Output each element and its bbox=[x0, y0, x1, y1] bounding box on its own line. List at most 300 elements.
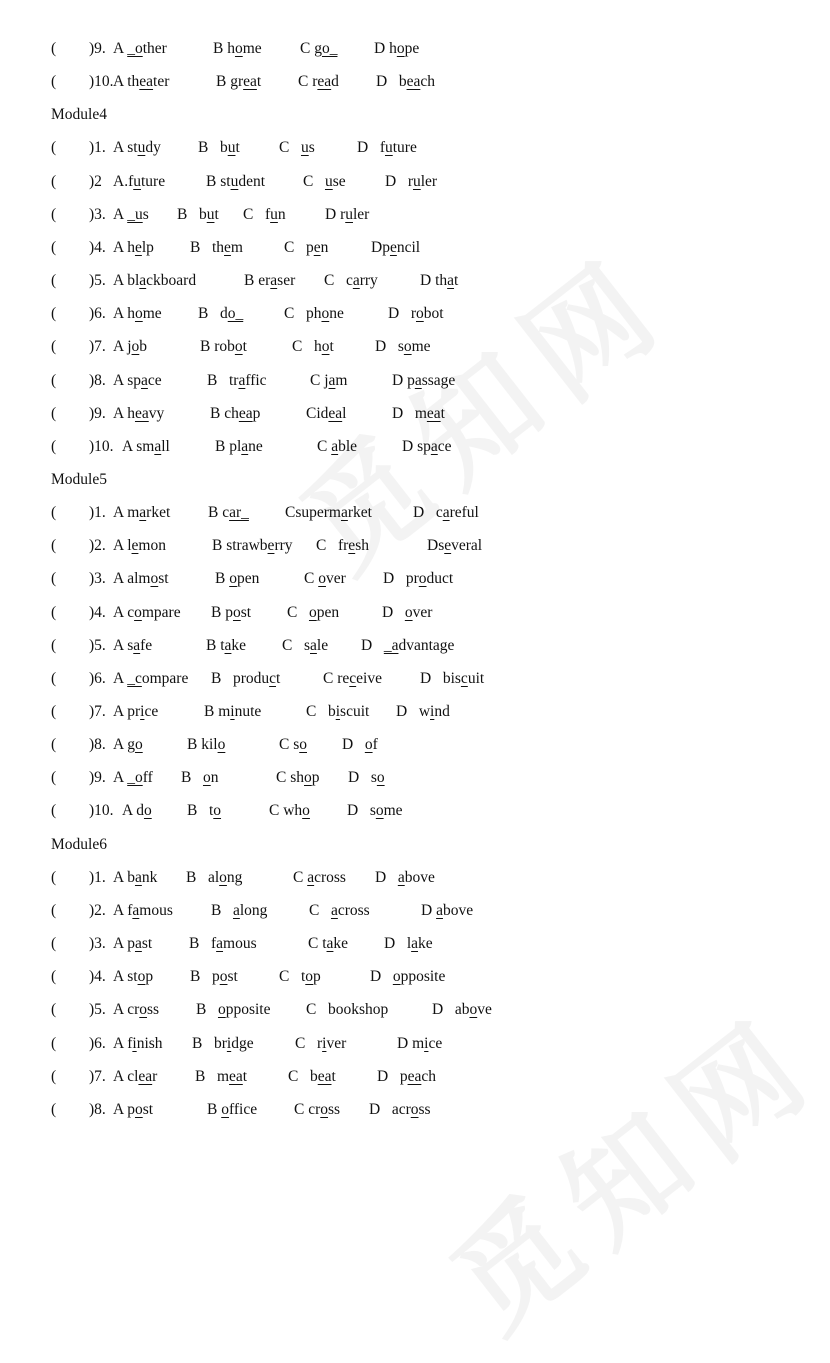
option-text: pposite bbox=[225, 1001, 271, 1019]
underlined-letters: o_ bbox=[227, 305, 244, 323]
answer-blank[interactable]: ( bbox=[51, 868, 57, 886]
option-text: cross bbox=[337, 901, 370, 919]
option-text: D bbox=[421, 901, 437, 919]
option-text: D bbox=[342, 736, 365, 754]
answer-blank[interactable]: ( bbox=[51, 437, 57, 455]
option-text: D l bbox=[384, 935, 412, 953]
underlined-letters: u bbox=[227, 139, 236, 157]
option-c bbox=[323, 668, 382, 690]
answer-blank[interactable]: ( bbox=[51, 636, 57, 654]
option-c bbox=[292, 336, 334, 358]
option-text: s bbox=[142, 205, 149, 223]
option-b bbox=[196, 999, 271, 1021]
underlined-letters: i bbox=[140, 703, 145, 720]
option-text: rket bbox=[347, 504, 372, 522]
answer-blank[interactable]: ( bbox=[51, 139, 57, 157]
question-number: )7. bbox=[89, 703, 106, 720]
option-text: B p bbox=[211, 603, 233, 621]
option-c bbox=[306, 403, 346, 425]
option-text: C bbox=[293, 868, 308, 886]
option-a bbox=[113, 602, 181, 624]
option-b bbox=[207, 1099, 257, 1121]
option-text: ncil bbox=[396, 238, 421, 256]
option-text: D h bbox=[374, 40, 397, 57]
option-text: ce bbox=[144, 703, 159, 720]
underlined-letters: c bbox=[349, 669, 357, 687]
option-text: D c bbox=[413, 504, 443, 522]
option-text: p bbox=[311, 769, 320, 787]
underlined-letters: o bbox=[221, 1100, 229, 1118]
option-text: ff bbox=[142, 769, 153, 787]
answer-blank[interactable]: ( bbox=[51, 338, 57, 356]
question-row bbox=[0, 38, 830, 60]
option-a bbox=[113, 403, 164, 425]
answer-blank[interactable]: ( bbox=[51, 1067, 57, 1085]
option-text: A sp bbox=[113, 371, 141, 389]
underlined-letters: o bbox=[134, 603, 142, 621]
option-a bbox=[113, 701, 158, 723]
option-text: dvantage bbox=[398, 636, 455, 654]
option-text: C re bbox=[323, 669, 350, 687]
question-row bbox=[0, 867, 830, 889]
option-text: D w bbox=[396, 703, 431, 720]
option-text: pen bbox=[236, 570, 260, 588]
option-text: D r bbox=[385, 172, 413, 190]
answer-blank[interactable]: ( bbox=[51, 371, 57, 389]
option-text: B gr bbox=[216, 73, 244, 91]
option-c bbox=[300, 38, 337, 60]
option-a bbox=[113, 38, 167, 60]
answer-blank[interactable]: ( bbox=[51, 669, 57, 687]
answer-blank[interactable]: ( bbox=[51, 935, 57, 953]
option-d bbox=[396, 701, 450, 723]
underlined-letters: o bbox=[143, 802, 152, 820]
underlined-letters: a bbox=[216, 935, 224, 953]
underlined-letters: a bbox=[139, 272, 147, 290]
option-text: Ds bbox=[427, 537, 445, 555]
question-row bbox=[0, 336, 830, 358]
option-text: B kil bbox=[187, 736, 218, 754]
option-text: C r bbox=[295, 1034, 323, 1052]
underlined-letters: o bbox=[234, 338, 243, 356]
option-text: ther bbox=[142, 40, 167, 57]
option-text: A bbox=[113, 669, 128, 687]
question-number: )3. bbox=[89, 570, 106, 588]
question-number: )6. bbox=[89, 669, 106, 687]
option-text: se bbox=[332, 172, 346, 190]
option-text: C h bbox=[292, 338, 322, 356]
answer-blank[interactable]: ( bbox=[51, 603, 57, 621]
option-text: A f bbox=[113, 1034, 133, 1052]
option-text: nish bbox=[136, 1034, 163, 1052]
option-text: ver bbox=[326, 1034, 347, 1052]
option-text: A l bbox=[113, 537, 132, 555]
option-c bbox=[317, 436, 357, 458]
option-text: A f bbox=[113, 901, 133, 919]
underlined-letters: o bbox=[418, 570, 427, 588]
option-text: l bbox=[342, 404, 347, 422]
option-b bbox=[200, 336, 247, 358]
option-a bbox=[113, 767, 153, 789]
underlined-letters: o bbox=[131, 338, 140, 356]
underlined-letters: a bbox=[430, 437, 438, 455]
option-d bbox=[388, 303, 444, 325]
underlined-letters: o bbox=[139, 1001, 148, 1019]
underlined-letters: o bbox=[217, 736, 226, 754]
underlined-letters: e bbox=[348, 537, 356, 555]
option-a bbox=[113, 270, 196, 292]
underlined-letters: o bbox=[308, 603, 317, 621]
underlined-letters: a bbox=[154, 437, 162, 455]
option-a bbox=[113, 1033, 163, 1055]
option-text: A h bbox=[113, 238, 135, 256]
option-text: C p bbox=[284, 238, 314, 256]
option-a bbox=[113, 966, 153, 988]
option-b bbox=[204, 701, 261, 723]
option-text: p bbox=[313, 968, 321, 986]
option-a bbox=[113, 999, 159, 1021]
question-number: )8. bbox=[89, 1100, 106, 1118]
answer-blank[interactable]: ( bbox=[51, 305, 57, 323]
option-b bbox=[215, 568, 259, 590]
underlined-letters: o bbox=[229, 570, 237, 588]
answer-blank[interactable]: ( bbox=[51, 736, 57, 754]
option-d bbox=[421, 900, 473, 922]
option-text: pe bbox=[404, 40, 420, 57]
option-text: A m bbox=[113, 504, 140, 522]
underlined-letters: i bbox=[226, 1034, 232, 1052]
option-d bbox=[392, 370, 455, 392]
answer-blank[interactable]: ( bbox=[51, 205, 57, 223]
answer-blank[interactable]: ( bbox=[51, 703, 57, 720]
option-text: B b bbox=[198, 139, 228, 157]
option-text: ffic bbox=[245, 371, 267, 389]
underlined-letters: ar_ bbox=[229, 504, 249, 522]
underlined-letters: a bbox=[238, 371, 246, 389]
option-text: ler bbox=[420, 172, 438, 190]
answer-blank[interactable]: ( bbox=[51, 238, 57, 256]
underlined-letters: u bbox=[384, 139, 393, 157]
option-a bbox=[113, 635, 152, 657]
underlined-letters: o bbox=[150, 570, 159, 588]
option-text: D m bbox=[397, 1034, 425, 1052]
option-b bbox=[187, 800, 221, 822]
option-b bbox=[195, 1066, 247, 1088]
question-row bbox=[0, 403, 830, 425]
option-text: A bbox=[113, 769, 128, 787]
underlined-letters: o bbox=[213, 802, 222, 820]
underlined-letters: a bbox=[414, 371, 422, 389]
option-text: ler bbox=[352, 205, 370, 223]
question-row bbox=[0, 1099, 830, 1121]
option-text: B rob bbox=[200, 338, 235, 356]
underlined-letters: _o bbox=[127, 40, 143, 57]
question-number: )8. bbox=[89, 371, 106, 389]
option-a bbox=[113, 502, 170, 524]
option-b bbox=[244, 270, 295, 292]
option-text: rket bbox=[146, 504, 171, 522]
option-text: B th bbox=[190, 238, 225, 256]
question-number: )1. bbox=[89, 139, 106, 157]
underlined-letters: ea bbox=[243, 73, 257, 91]
option-d bbox=[413, 502, 479, 524]
option-text: D p bbox=[377, 1067, 408, 1085]
option-b bbox=[192, 1033, 254, 1055]
underlined-letters: ea bbox=[317, 73, 332, 91]
option-a bbox=[122, 800, 152, 822]
option-text: n bbox=[277, 205, 286, 223]
option-text: Dp bbox=[371, 238, 390, 256]
question-number: )10. bbox=[89, 73, 114, 91]
option-text: C bbox=[279, 139, 301, 157]
option-c bbox=[310, 370, 347, 392]
option-c bbox=[288, 1066, 336, 1088]
option-text: C fr bbox=[316, 537, 349, 555]
option-text: D sp bbox=[402, 437, 431, 455]
question-number: )7. bbox=[89, 338, 106, 356]
option-text: dent bbox=[238, 172, 265, 190]
option-text: B er bbox=[244, 272, 271, 290]
question-number: )9. bbox=[89, 769, 106, 787]
question-row bbox=[0, 370, 830, 392]
underlined-letters: o bbox=[217, 1001, 226, 1019]
option-text: C r bbox=[298, 73, 318, 91]
option-a bbox=[113, 237, 154, 259]
option-text: t bbox=[235, 139, 240, 157]
option-c bbox=[287, 602, 339, 624]
underlined-letters: a bbox=[326, 935, 334, 953]
underlined-letters: u bbox=[300, 139, 309, 157]
option-text: D s bbox=[375, 338, 404, 356]
option-text: ckboard bbox=[146, 272, 197, 290]
question-number: )5. bbox=[89, 636, 106, 654]
option-c bbox=[279, 137, 315, 159]
option-d bbox=[376, 71, 435, 93]
option-text: B d bbox=[198, 305, 228, 323]
option-a bbox=[113, 1099, 153, 1121]
answer-blank[interactable]: ( bbox=[51, 769, 57, 787]
option-text: C b bbox=[306, 703, 336, 720]
underlined-letters: ea bbox=[229, 1067, 243, 1085]
option-b bbox=[207, 370, 267, 392]
option-c bbox=[308, 933, 348, 955]
answer-blank[interactable]: ( bbox=[51, 1001, 57, 1019]
underlined-letters: u bbox=[345, 205, 353, 223]
option-text: C g bbox=[300, 40, 322, 57]
option-a bbox=[113, 171, 165, 193]
option-text: C bbox=[317, 437, 332, 455]
underlined-letters: o bbox=[302, 802, 310, 820]
option-text: B m bbox=[204, 703, 231, 720]
option-text: long bbox=[239, 901, 268, 919]
option-text: B al bbox=[186, 868, 220, 886]
option-text: veral bbox=[451, 537, 483, 555]
option-d bbox=[375, 867, 435, 889]
answer-blank[interactable]: ( bbox=[51, 537, 57, 555]
underlined-letters: a bbox=[232, 901, 240, 919]
underlined-letters: u bbox=[270, 205, 278, 223]
option-text: ne bbox=[248, 437, 263, 455]
option-text: A h bbox=[113, 305, 135, 323]
question-number: )4. bbox=[89, 603, 106, 621]
option-text: t bbox=[276, 669, 281, 687]
option-d bbox=[371, 237, 420, 259]
option-d bbox=[397, 1033, 442, 1055]
option-text: A g bbox=[113, 736, 135, 754]
underlined-letters: a bbox=[328, 371, 336, 389]
answer-blank[interactable]: ( bbox=[51, 570, 57, 588]
option-c bbox=[309, 900, 370, 922]
answer-blank[interactable]: ( bbox=[51, 404, 57, 422]
option-text: mpare bbox=[141, 603, 181, 621]
underlined-letters: o bbox=[321, 305, 330, 323]
underlined-letters: a bbox=[340, 504, 348, 522]
option-text: B t bbox=[187, 802, 214, 820]
option-c bbox=[269, 800, 310, 822]
option-text: C c bbox=[324, 272, 353, 290]
option-text: fe bbox=[140, 636, 153, 654]
underlined-letters: ea bbox=[426, 404, 441, 422]
option-text: ss bbox=[328, 1100, 341, 1118]
option-text: B tr bbox=[207, 371, 239, 389]
option-text: C bbox=[303, 172, 325, 190]
option-c bbox=[324, 270, 378, 292]
option-text: t bbox=[331, 1067, 336, 1085]
underlined-letters: o bbox=[202, 769, 211, 787]
option-text: C sh bbox=[276, 769, 304, 787]
answer-blank[interactable]: ( bbox=[51, 802, 57, 820]
underlined-letters: e bbox=[267, 537, 275, 555]
option-text: ke bbox=[231, 636, 247, 654]
answer-blank[interactable]: ( bbox=[51, 968, 57, 986]
option-text: bot bbox=[423, 305, 444, 323]
underlined-letters: ea bbox=[139, 73, 154, 91]
underlined-letters: o bbox=[134, 305, 143, 323]
answer-blank[interactable]: ( bbox=[51, 1100, 57, 1118]
option-text: mous bbox=[223, 935, 257, 953]
option-d bbox=[375, 336, 431, 358]
option-text: n bbox=[210, 769, 219, 787]
answer-blank[interactable]: ( bbox=[51, 272, 57, 290]
option-a bbox=[113, 137, 161, 159]
option-text: D bbox=[382, 603, 405, 621]
option-text: ss bbox=[418, 1100, 431, 1118]
underlined-letters: o bbox=[321, 338, 330, 356]
option-a bbox=[113, 900, 173, 922]
option-text: A th bbox=[113, 73, 140, 91]
watermark bbox=[412, 969, 830, 1363]
option-text: ng bbox=[226, 868, 243, 886]
option-a bbox=[113, 71, 169, 93]
underlined-letters: o bbox=[469, 1001, 478, 1019]
option-a bbox=[113, 336, 147, 358]
option-b bbox=[198, 137, 240, 159]
question-row bbox=[0, 171, 830, 193]
option-text: d bbox=[331, 73, 339, 91]
option-text: C wh bbox=[269, 802, 303, 820]
option-text: A st bbox=[113, 139, 138, 157]
option-text: b bbox=[139, 338, 148, 356]
option-text: B bbox=[196, 1001, 218, 1019]
option-text: D p bbox=[392, 371, 415, 389]
underlined-letters: o bbox=[234, 40, 243, 57]
option-text: p bbox=[145, 968, 154, 986]
option-text: D s bbox=[347, 802, 376, 820]
option-text: mon bbox=[138, 537, 166, 555]
option-text: ch bbox=[421, 1067, 436, 1085]
question-row bbox=[0, 1066, 830, 1088]
option-b bbox=[206, 171, 265, 193]
option-text: lp bbox=[141, 238, 154, 256]
option-b bbox=[211, 668, 280, 690]
option-d bbox=[432, 999, 492, 1021]
answer-blank[interactable]: ( bbox=[51, 1034, 57, 1052]
module-heading: Module4 bbox=[51, 106, 107, 124]
question-row bbox=[0, 999, 830, 1021]
underlined-letters: a bbox=[436, 901, 443, 919]
option-c bbox=[306, 999, 388, 1021]
option-d bbox=[427, 535, 482, 557]
option-c bbox=[276, 767, 320, 789]
underlined-letters: _u bbox=[127, 205, 143, 223]
underlined-letters: a bbox=[133, 636, 141, 654]
underlined-letters: i bbox=[335, 703, 341, 720]
answer-blank[interactable]: ( bbox=[51, 504, 57, 522]
option-d bbox=[325, 204, 369, 226]
underlined-letters: u bbox=[230, 172, 239, 190]
option-text: D bbox=[370, 968, 393, 986]
question-number: )3. bbox=[89, 935, 106, 953]
option-text: ke bbox=[418, 935, 433, 953]
underlined-letters: ea bbox=[138, 1067, 153, 1085]
question-number: )2. bbox=[89, 901, 106, 919]
underlined-letters: o bbox=[392, 968, 401, 986]
answer-blank[interactable]: ( bbox=[51, 40, 57, 57]
option-text: me bbox=[411, 338, 431, 356]
underlined-letters: a bbox=[241, 437, 249, 455]
option-text: B p bbox=[190, 968, 220, 986]
answer-blank[interactable]: ( bbox=[51, 901, 57, 919]
option-text: st bbox=[227, 968, 238, 986]
module-heading: Module6 bbox=[51, 835, 107, 853]
question-row bbox=[0, 502, 830, 524]
underlined-letters: o bbox=[232, 603, 241, 621]
option-text: reful bbox=[449, 504, 479, 522]
option-text: D bbox=[375, 868, 398, 886]
underlined-letters: o bbox=[320, 1100, 329, 1118]
underlined-letters: c bbox=[460, 669, 468, 687]
option-a bbox=[113, 204, 149, 226]
option-b bbox=[181, 767, 218, 789]
option-text: r bbox=[152, 1067, 158, 1085]
question-row bbox=[0, 635, 830, 657]
underlined-letters: a bbox=[141, 371, 148, 389]
option-d bbox=[420, 270, 458, 292]
underlined-letters: u bbox=[133, 172, 141, 190]
option-text: D f bbox=[357, 139, 385, 157]
question-row bbox=[0, 767, 830, 789]
underlined-letters: e bbox=[134, 238, 142, 256]
option-a bbox=[113, 1066, 157, 1088]
option-text: D ab bbox=[432, 1001, 470, 1019]
option-c bbox=[285, 502, 372, 524]
underlined-letters: o bbox=[404, 603, 413, 621]
option-c bbox=[284, 303, 344, 325]
answer-blank[interactable]: ( bbox=[51, 73, 57, 91]
answer-blank[interactable]: ( bbox=[51, 172, 57, 190]
question-row bbox=[0, 1033, 830, 1055]
option-text: st bbox=[142, 1100, 154, 1118]
